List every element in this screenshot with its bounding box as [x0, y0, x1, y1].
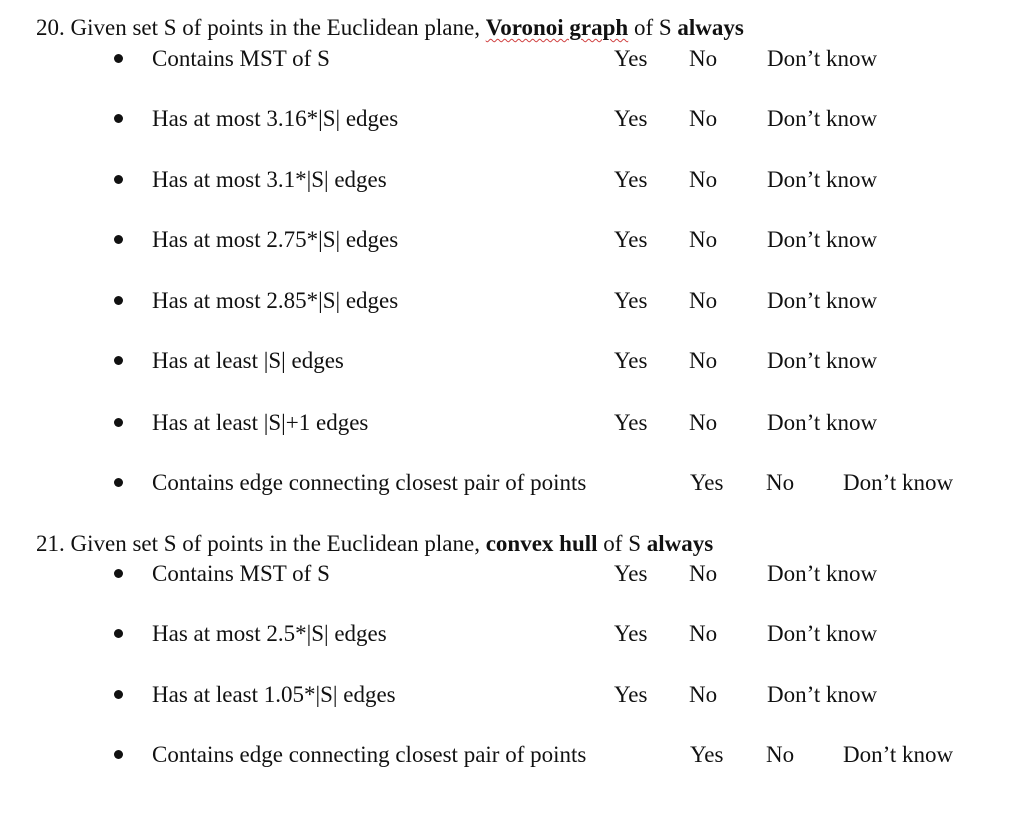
q21-item-2-yes[interactable]: Yes: [614, 621, 648, 646]
q20-item-6-yes[interactable]: Yes: [614, 348, 648, 373]
q20-item-2-yes[interactable]: Yes: [614, 106, 648, 131]
q20-item-1-dont-know[interactable]: Don’t know: [767, 46, 878, 71]
question-21-always: always: [646, 531, 714, 556]
bullet-icon: [114, 54, 123, 63]
q20-item-4: [0, 226, 1024, 256]
q21-item-1-yes[interactable]: Yes: [614, 561, 648, 586]
bullet-icon: [114, 418, 123, 427]
q20-item-5: [0, 287, 1024, 317]
q20-item-8-no[interactable]: No: [766, 470, 795, 495]
q21-item-1: [0, 560, 1024, 590]
q20-item-7-text: Has at least |S|+1 edges: [152, 410, 369, 435]
q20-item-7-no[interactable]: No: [689, 410, 718, 435]
bullet-icon: [114, 296, 123, 305]
question-21-subject: convex hull: [485, 531, 598, 556]
q20-item-6-dont-know[interactable]: Don’t know: [767, 348, 878, 373]
q20-item-8: [0, 469, 1024, 499]
q20-item-5-no[interactable]: No: [689, 288, 718, 313]
q20-item-5-text: Has at most 2.85*|S| edges: [152, 288, 399, 313]
q20-item-8-yes[interactable]: Yes: [690, 470, 724, 495]
q20-item-6-no[interactable]: No: [689, 348, 718, 373]
q21-item-4-no[interactable]: No: [766, 742, 795, 767]
q20-item-3-no[interactable]: No: [689, 167, 718, 192]
q20-item-1-yes[interactable]: Yes: [614, 46, 648, 71]
q20-item-1: [0, 45, 1024, 75]
q20-item-4-yes[interactable]: Yes: [614, 227, 648, 252]
q20-item-4-no[interactable]: No: [689, 227, 718, 252]
q20-item-5-dont-know[interactable]: Don’t know: [767, 288, 878, 313]
q21-item-4: [0, 741, 1024, 771]
q20-item-3-yes[interactable]: Yes: [614, 167, 648, 192]
q21-item-1-no[interactable]: No: [689, 561, 718, 586]
q20-item-8-text: Contains edge connecting closest pair of points: [152, 470, 587, 495]
q20-item-1-text: Contains MST of S: [152, 46, 330, 71]
q20-item-5-yes[interactable]: Yes: [614, 288, 648, 313]
q21-item-2-dont-know[interactable]: Don’t know: [767, 621, 878, 646]
bullet-icon: [114, 356, 123, 365]
q21-item-1-dont-know[interactable]: Don’t know: [767, 561, 878, 586]
q20-item-8-dont-know[interactable]: Don’t know: [843, 470, 954, 495]
q21-item-4-dont-know[interactable]: Don’t know: [843, 742, 954, 767]
question-21-number: 21.: [36, 531, 65, 556]
question-20-title: [36, 14, 744, 42]
q21-item-3-yes[interactable]: Yes: [614, 682, 648, 707]
q20-item-2-text: Has at most 3.16*|S| edges: [152, 106, 399, 131]
q21-item-2-text: Has at most 2.5*|S| edges: [152, 621, 387, 646]
q21-item-4-text: Contains edge connecting closest pair of points: [152, 742, 587, 767]
q21-item-1-text: Contains MST of S: [152, 561, 330, 586]
question-20-mid: of S: [633, 15, 672, 40]
q21-item-3-no[interactable]: No: [689, 682, 718, 707]
bullet-icon: [114, 478, 123, 487]
q20-item-7-yes[interactable]: Yes: [614, 410, 648, 435]
q20-item-7-dont-know[interactable]: Don’t know: [767, 410, 878, 435]
bullet-icon: [114, 690, 123, 699]
question-20-subject: Voronoi graph: [485, 15, 629, 40]
q20-item-4-text: Has at most 2.75*|S| edges: [152, 227, 399, 252]
q20-item-6: [0, 347, 1024, 377]
q20-item-3: [0, 166, 1024, 196]
bullet-icon: [114, 629, 123, 638]
q21-item-4-yes[interactable]: Yes: [690, 742, 724, 767]
q20-item-2-dont-know[interactable]: Don’t know: [767, 106, 878, 131]
q20-item-7: [0, 409, 1024, 439]
question-20-number: 20.: [36, 15, 65, 40]
question-21-mid: of S: [603, 531, 641, 556]
q21-item-3: [0, 681, 1024, 711]
question-20-prefix: Given set S of points in the Euclidean plane,: [70, 15, 480, 40]
q21-item-2-no[interactable]: No: [689, 621, 718, 646]
bullet-icon: [114, 235, 123, 244]
question-20-always: always: [677, 15, 744, 40]
bullet-icon: [114, 114, 123, 123]
q20-item-6-text: Has at least |S| edges: [152, 348, 344, 373]
bullet-icon: [114, 750, 123, 759]
q20-item-2: [0, 105, 1024, 135]
q20-item-4-dont-know[interactable]: Don’t know: [767, 227, 878, 252]
q20-item-1-no[interactable]: No: [689, 46, 718, 71]
q21-item-3-dont-know[interactable]: Don’t know: [767, 682, 878, 707]
bullet-icon: [114, 569, 123, 578]
q21-item-3-text: Has at least 1.05*|S| edges: [152, 682, 396, 707]
q20-item-3-dont-know[interactable]: Don’t know: [767, 167, 878, 192]
q21-item-2: [0, 620, 1024, 650]
q20-item-2-no[interactable]: No: [689, 106, 718, 131]
bullet-icon: [114, 175, 123, 184]
q20-item-3-text: Has at most 3.1*|S| edges: [152, 167, 387, 192]
question-21-prefix: Given set S of points in the Euclidean plane,: [70, 531, 480, 556]
question-21-title: [36, 530, 713, 558]
